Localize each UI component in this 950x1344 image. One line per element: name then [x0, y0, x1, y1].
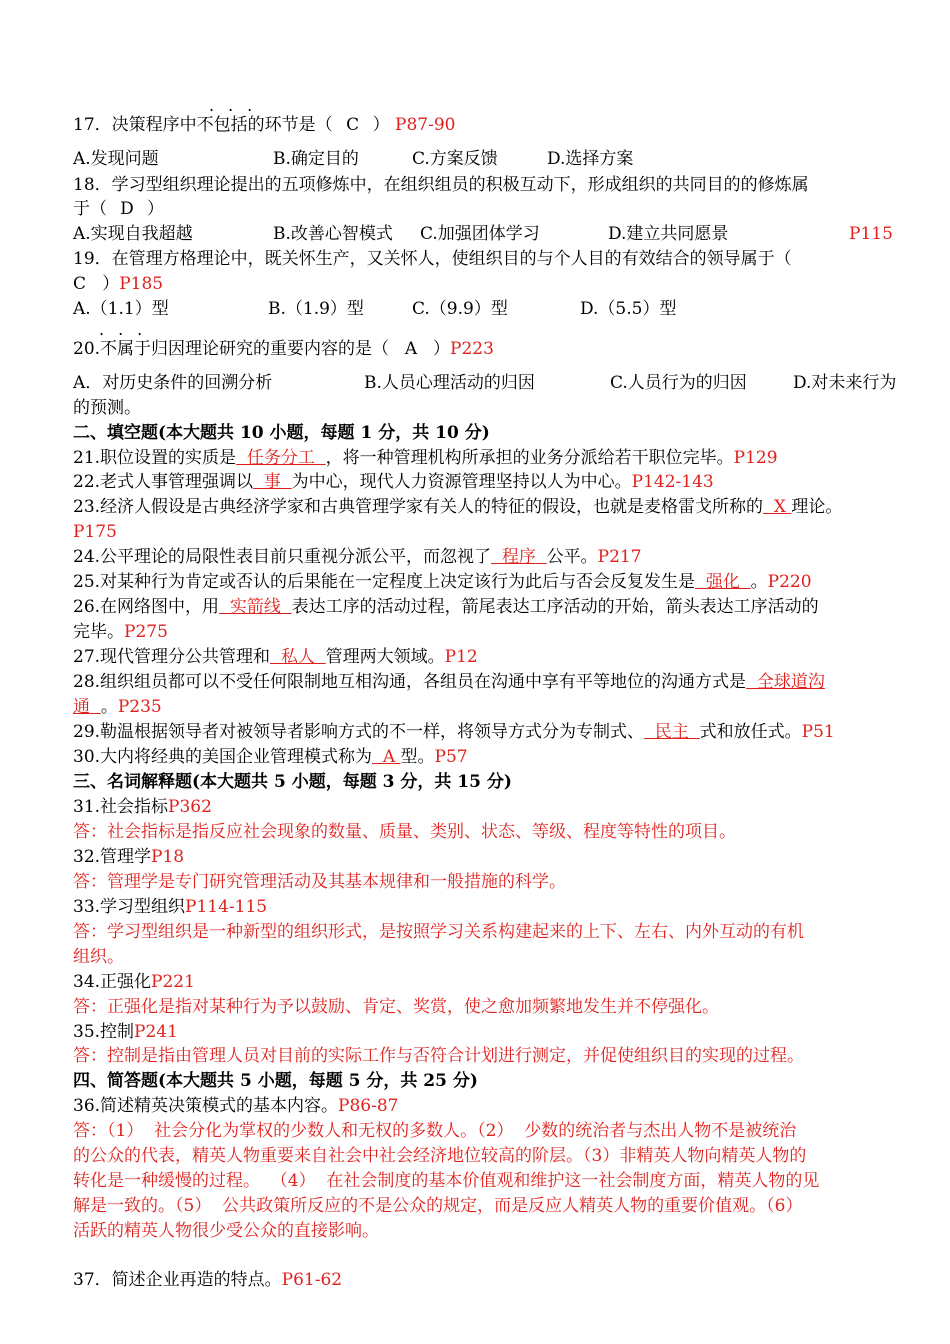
- question-36: 36.简述精英决策模式的基本内容。P86-87: [73, 1096, 399, 1116]
- q20-option-b: B.人员心理活动的归因: [364, 373, 535, 393]
- answer-24: 程序: [491, 547, 547, 567]
- answer-29: 民主: [644, 722, 700, 742]
- page-ref-22: P142-143: [631, 472, 714, 492]
- answer-17: C: [346, 115, 360, 135]
- q17-option-b: B.确定目的: [273, 149, 359, 169]
- answer-36-line: 答：（1） 社会分化为掌权的少数人和无权的多数人。（2） 少数的统治者与杰出人物不是被统治: [73, 1121, 797, 1141]
- question-28-cont: 通 。P235: [73, 697, 162, 717]
- q19-option-a: A.（1.1）型: [73, 299, 169, 319]
- page-ref-32: P18: [151, 847, 185, 867]
- page-ref-27: P12: [444, 647, 478, 667]
- answer-22: 事: [253, 472, 292, 492]
- question-29: 29.勒温根据领导者对被领导者影响方式的不一样，将领导方式分为专制式、 民主 式和放任式。P51: [73, 722, 835, 742]
- q19-option-c: C.（9.9）型: [412, 299, 508, 319]
- answer-32: 答：管理学是专门研究管理活动及其基本规律和一般措施的科学。: [73, 872, 566, 892]
- question-27: 27.现代管理分公共管理和 私人 管理两大领域。P12: [73, 647, 478, 667]
- page-ref-36: P86-87: [338, 1096, 399, 1116]
- q18-option-d: D.建立共同愿景: [608, 224, 729, 244]
- question-19-cont: C ）P185: [73, 274, 164, 294]
- answer-33: 答：学习型组织是一种新型的组织形式，是按照学习关系构建起来的上下、左右、内外互动的有机: [73, 922, 804, 942]
- page-ref-35: P241: [134, 1022, 178, 1042]
- answer-28: 全球道沟: [746, 672, 825, 692]
- question-26: 26.在网络图中，用 实箭线 表达工序的活动过程，箭尾表达工序活动的开始，箭头表达工序活动的: [73, 597, 819, 617]
- answer-35: 答：控制是指由管理人员对目前的实际工作与否符合计划进行测定，并促使组织目的实现的过程。: [73, 1046, 804, 1066]
- question-20: 20.不属于归因理论研究的重要内容的是（ A ）P223: [73, 339, 494, 359]
- answer-34: 答：正强化是指对某种行为予以鼓励、肯定、奖赏，使之愈加频繁地发生并不停强化。: [73, 997, 719, 1017]
- page-ref-23: P175: [73, 522, 117, 542]
- q20-option-c: C.人员行为的归因: [610, 373, 747, 393]
- page-ref-25: P220: [767, 572, 812, 592]
- question-24: 24.公平理论的局限性表目前只重视分派公平，而忽视了 程序 公平。P217: [73, 547, 642, 567]
- section-heading-fill-in: 二、填空题(本大题共 10 小题，每题 1 分，共 10 分): [73, 423, 490, 443]
- answer-27: 私人: [270, 647, 326, 667]
- answer-25: 强化: [695, 572, 751, 592]
- page-ref-18: P115: [849, 224, 893, 244]
- question-17: 17．决策程序中不包括的环节是（ C ） P87-90: [73, 115, 456, 135]
- page-ref-28: P235: [117, 697, 162, 717]
- q17-option-a: A.发现问题: [73, 149, 159, 169]
- answer-20: A: [404, 339, 418, 359]
- page-ref-37: P61-62: [281, 1270, 343, 1290]
- answer-19: C: [73, 274, 87, 294]
- page-ref-29: P51: [801, 722, 835, 742]
- q20-option-d: D.对未来行为: [793, 373, 897, 393]
- section-heading-terms: 三、名词解释题(本大题共 5 小题，每题 3 分，共 15 分): [73, 772, 512, 792]
- q20-option-a: A．对历史条件的回溯分析: [73, 373, 273, 393]
- page-ref-21: P129: [733, 448, 778, 468]
- answer-30: A: [372, 747, 401, 767]
- page-ref-30: P57: [434, 747, 468, 767]
- question-35: 35.控制P241: [73, 1022, 178, 1042]
- emphasis-dots: ...: [209, 96, 267, 115]
- question-22: 22.老式人事管理强调以 事 为中心，现代人力资源管理坚持以人为中心。P142-143: [73, 472, 714, 492]
- question-18: 18．学习型组织理论提出的五项修炼中，在组织组员的积极互动下，形成组织的共同目的的修炼属: [73, 175, 809, 195]
- question-21: 21.职位设置的实质是 任务分工 ，将一种管理机构所承担的业务分派给若干职位完毕。P129: [73, 448, 778, 468]
- page-ref-33: P114-115: [185, 897, 268, 917]
- answer-36-line: 转化是一种缓慢的过程。 （4） 在社会制度的基本价值观和维护这一社会制度方面，精英人物的见: [73, 1171, 820, 1191]
- q18-option-a: A.实现自我超越: [73, 224, 193, 244]
- question-33: 33.学习型组织P114-115: [73, 897, 268, 917]
- page-ref-26: P275: [124, 622, 168, 642]
- answer-23: X: [763, 497, 792, 517]
- answer-18: D: [120, 199, 134, 219]
- page-ref-34: P221: [151, 972, 195, 992]
- answer-21: 任务分工: [236, 448, 326, 468]
- question-26-cont: 完毕。P275: [73, 622, 168, 642]
- question-18-cont: 于（ D ）: [73, 199, 164, 219]
- page-ref-31: P362: [168, 797, 212, 817]
- question-20-cont: 的预测。: [73, 398, 141, 418]
- question-23: 23.经济人假设是古典经济学家和古典管理学家有关人的特征的假设，也就是麦格雷戈所称的 X 理论。: [73, 497, 843, 517]
- question-30: 30.大内将经典的美国企业管理模式称为 A 型。P57: [73, 747, 468, 767]
- question-19: 19．在管理方格理论中，既关怀生产，又关怀人，使组织目的与个人目的有效结合的领导属于（: [73, 249, 792, 269]
- answer-33-cont: 组织。: [73, 947, 124, 967]
- q18-option-c: C.加强团体学习: [420, 224, 540, 244]
- question-37: 37．简述企业再造的特点。P61-62: [73, 1270, 343, 1290]
- question-25: 25.对某种行为肯定或否认的后果能在一定程度上决定该行为此后与否会反复发生是 强化 。P220: [73, 572, 812, 592]
- question-28: 28.组织组员都可以不受任何限制地互相沟通，各组员在沟通中享有平等地位的沟通方式是 全球道沟: [73, 672, 825, 692]
- q19-option-d: D.（5.5）型: [580, 299, 677, 319]
- page-ref-24: P217: [597, 547, 642, 567]
- question-31: 31.社会指标P362: [73, 797, 212, 817]
- answer-36-line: 活跃的精英人物很少受公众的直接影响。: [73, 1221, 379, 1241]
- page-ref-17: P87-90: [395, 115, 456, 135]
- q17-option-d: D.选择方案: [547, 149, 634, 169]
- q17-option-c: C.方案反馈: [412, 149, 498, 169]
- question-32: 32.管理学P18: [73, 847, 185, 867]
- answer-36-line: 解是一致的。（5） 公共政策所反应的不是公众的规定，而是反应人精英人物的重要价值观。（6）: [73, 1196, 803, 1216]
- answer-26: 实箭线: [219, 597, 292, 617]
- section-heading-short-answer: 四、简答题(本大题共 5 小题，每题 5 分，共 25 分): [73, 1071, 478, 1091]
- question-34: 34.正强化P221: [73, 972, 195, 992]
- page-ref-20: P223: [450, 339, 494, 359]
- page-ref-19: P185: [119, 274, 164, 294]
- emphasis-dots: ...: [99, 320, 157, 339]
- q19-option-b: B.（1.9）型: [268, 299, 364, 319]
- q18-option-b: B.改善心智模式: [273, 224, 393, 244]
- answer-36-line: 的公众的代表，精英人物重要来自社会中社会经济地位较高的阶层。（3）非精英人物向精英人物的: [73, 1146, 807, 1166]
- answer-31: 答：社会指标是指反应社会现象的数量、质量、类别、状态、等级、程度等特性的项目。: [73, 822, 736, 842]
- answer-28-cont: 通: [73, 697, 101, 717]
